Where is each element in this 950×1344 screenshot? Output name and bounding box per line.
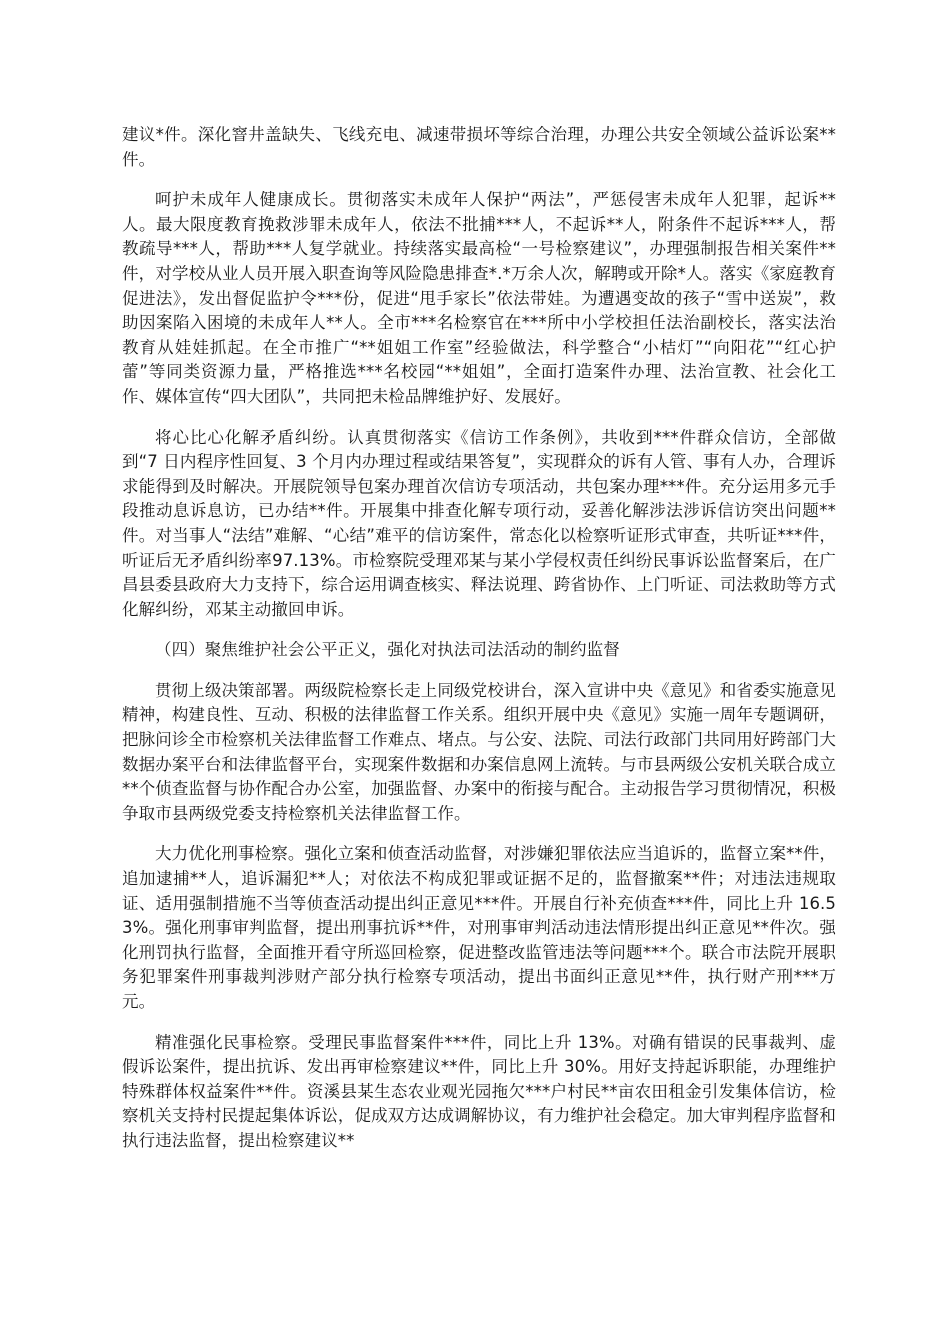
paragraph-minors-protection: 呵护未成年人健康成长。贯彻落实未成年人保护“两法”，严惩侵害未成年人犯罪，起诉**人。最大限度教育挽救涉罪未成年人，依法不批捕***人，不起诉**人，附条件不起诉***人，帮教疏导***人，帮助***人复学就业。持续落实最高检“一号检察建议”，办理强制报告相关案件**件，对学校从业人员开展入职查询等风险隐患排查*.*万余人次，解聘或开除*人。落实《家庭教育促进法》，发出督促监护令***份，促进“甩手家长”依法带娃。为遭遇变故的孩子“雪中送炭”，救助因案陷入困境的未成年人**人。全市***名检察官在***所中小学校担任法治副校长，落实法治教育从娃娃抓起。在全市推广“**姐姐工作室”经验做法，科学整合“小桔灯”“向阳花”“红心护蕾”等同类资源力量，严格推选***名校园“**姐姐”，全面打造案件办理、法治宣教、社会化工作、媒体宣传“四大团队”，共同把未检品牌维护好、发展好。	[122, 190, 836, 406]
section-heading-four: （四）聚焦维护社会公平正义，强化对执法司法活动的制约监督	[155, 640, 620, 660]
paragraph-public-safety: 建议*件。深化窨井盖缺失、飞线充电、减速带损坏等综合治理，办理公共安全领域公益诉讼案**件。	[122, 125, 836, 169]
paragraph-civil-procuratorate: 精准强化民事检察。受理民事监督案件***件，同比上升 13%。对确有错误的民事裁判、虚假诉讼案件，提出抗诉、发出再审检察建议**件，同比上升 30%。用好支持起诉职能，办理维护特殊群体权益案件**件。资溪县某生态农业观光园拖欠***户村民**亩农田租金引发集体信访，检察机关支持村民提起集体诉讼，促成双方达成调解协议，有力维护社会稳定。加大审判程序监督和执行违法监督，提出检察建议**	[122, 1032, 836, 1150]
paragraph-petition-resolution: 将心比心化解矛盾纠纷。认真贯彻落实《信访工作条例》，共收到***件群众信访，全部做到“7 日内程序性回复、3 个月内办理过程或结果答复”，实现群众的诉有人管、事有人办，合理诉求能得到及时解决。开展院领导包案办理首次信访专项活动，共包案办理***件。充分运用多元手段推动息诉息访，已办结**件。开展集中排查化解专项行动，妥善化解涉法涉诉信访突出问题**件。对当事人“法结”难解、“心结”难平的信访案件，常态化以检察听证形式审查，共听证***件，听证后无矛盾纠纷率97.13%。市检察院受理邓某与某小学侵权责任纠纷民事诉讼监督案后，在广昌县委县政府大力支持下，综合运用调查核实、释法说理、跨省协作、上门听证、司法救助等方式化解纠纷，邓某主动撤回申诉。	[122, 427, 836, 619]
paragraph-implement-decisions: 贯彻上级决策部署。两级院检察长走上同级党校讲台，深入宣讲中央《意见》和省委实施意见精神，构建良性、互动、积极的法律监督工作关系。组织开展中央《意见》实施一周年专题调研，把脉问诊全市检察机关法律监督工作难点、堵点。与公安、法院、司法行政部门共同用好跨部门大数据办案平台和法律监督平台，实现案件数据和办案信息网上流转。与市县两级公安机关联合成立**个侦查监督与协作配合办公室，加强监督、办案中的衔接与配合。主动报告学习贯彻情况，积极争取市县两级党委支持检察机关法律监督工作。	[122, 680, 836, 823]
paragraph-criminal-procuratorate: 大力优化刑事检察。强化立案和侦查活动监督，对涉嫌犯罪依法应当追诉的，监督立案**件，追加逮捕**人，追诉漏犯**人；对依法不构成犯罪或证据不足的，监督撤案**件；对违法违规取证、适用强制措施不当等侦查活动提出纠正意见***件。开展自行补充侦查***件，同比上升 16.53%。强化刑事审判监督，提出刑事抗诉**件，对刑事审判活动违法情形提出纠正意见**件次。强化刑罚执行监督，全面推开看守所巡回检察，促进整改监管违法等问题***个。联合市法院开展职务犯罪案件刑事裁判涉财产部分执行检察专项活动，提出书面纠正意见**件，执行财产刑***万元。	[122, 844, 836, 1011]
document-body	[122, 123, 836, 1170]
